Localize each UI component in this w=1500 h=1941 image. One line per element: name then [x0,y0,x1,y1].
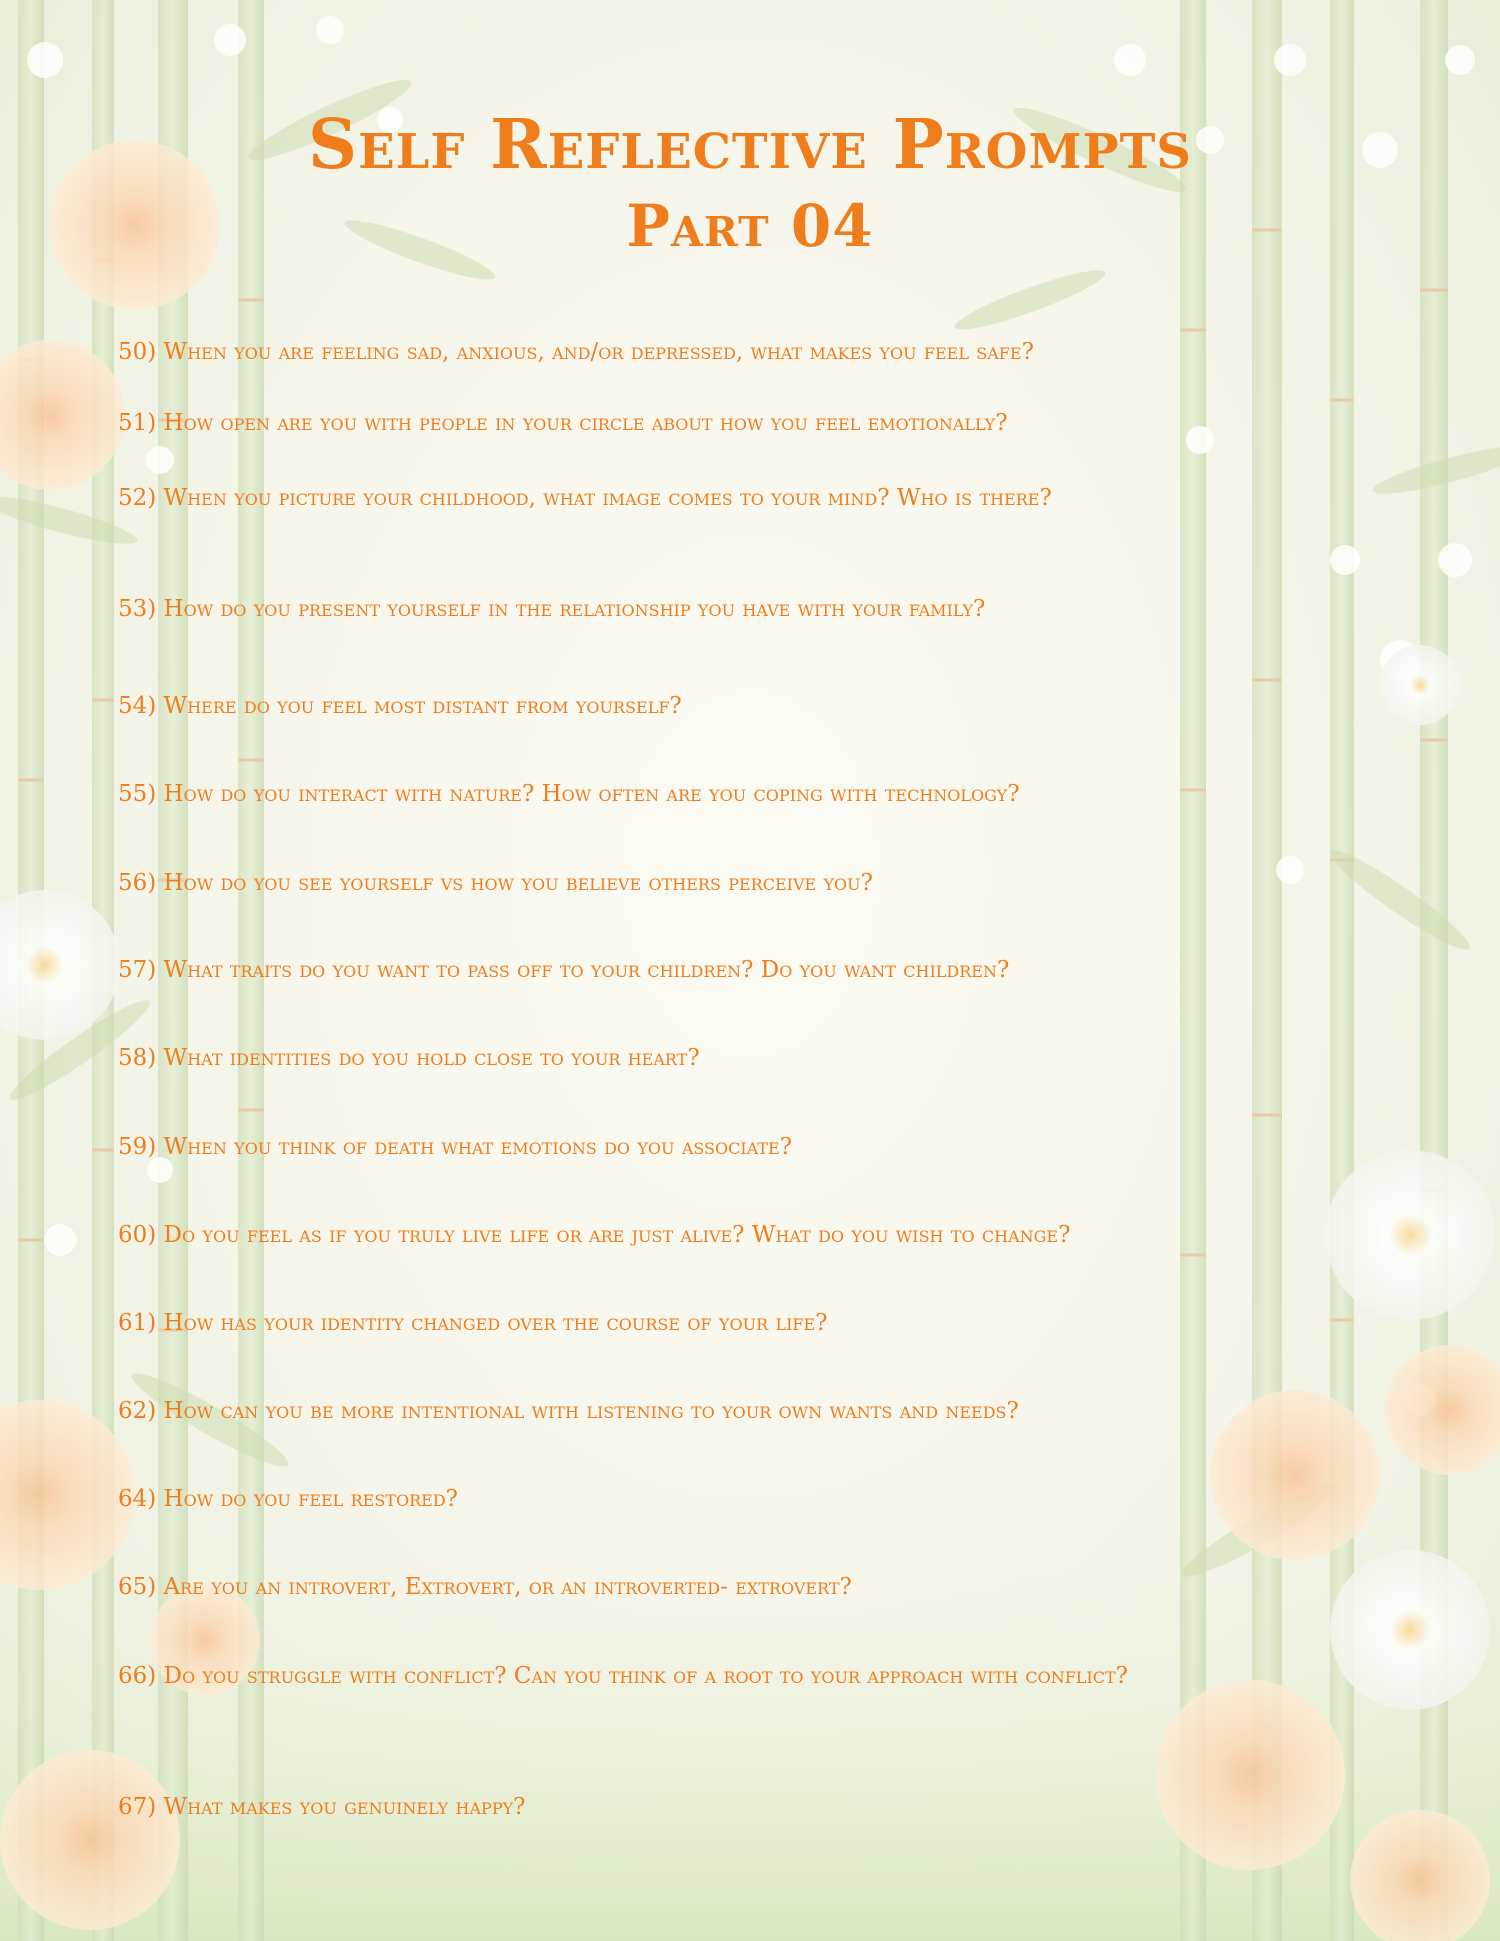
prompt-57: 57) What traits do you want to pass off to your children? Do you want children? [118,957,1010,983]
prompt-59: 59) When you think of death what emotions do you associate? [118,1134,793,1160]
page-subtitle: Part 04 [626,192,874,260]
prompt-52: 52) When you picture your childhood, what image comes to your mind? Who is there? [118,485,1052,511]
prompt-62: 62) How can you be more intentional with listening to your own wants and needs? [118,1398,1019,1424]
page-title: Self Reflective Prompts [307,105,1193,185]
prompt-61: 61) How has your identity changed over the course of your life? [118,1310,828,1336]
prompt-58: 58) What identities do you hold close to your heart? [118,1045,700,1071]
prompt-53: 53) How do you present yourself in the relationship you have with your family? [118,596,986,622]
prompt-56: 56) How do you see yourself vs how you believe others perceive you? [118,870,873,896]
prompt-66: 66) Do you struggle with conflict? Can you think of a root to your approach with conflict? [118,1663,1128,1689]
prompt-65: 65) Are you an introvert, Extrovert, or an introverted- extrovert? [118,1574,852,1600]
prompt-50: 50) When you are feeling sad, anxious, and/or depressed, what makes you feel safe? [118,339,1034,365]
prompt-64: 64) How do you feel restored? [118,1486,458,1512]
prompt-60: 60) Do you feel as if you truly live life or are just alive? What do you wish to change? [118,1222,1071,1248]
prompt-55: 55) How do you interact with nature? How often are you coping with technology? [118,781,1020,807]
prompt-51: 51) How open are you with people in your circle about how you feel emotionally? [118,410,1008,436]
prompt-67: 67) What makes you genuinely happy? [118,1794,526,1820]
prompt-54: 54) Where do you feel most distant from yourself? [118,693,682,719]
